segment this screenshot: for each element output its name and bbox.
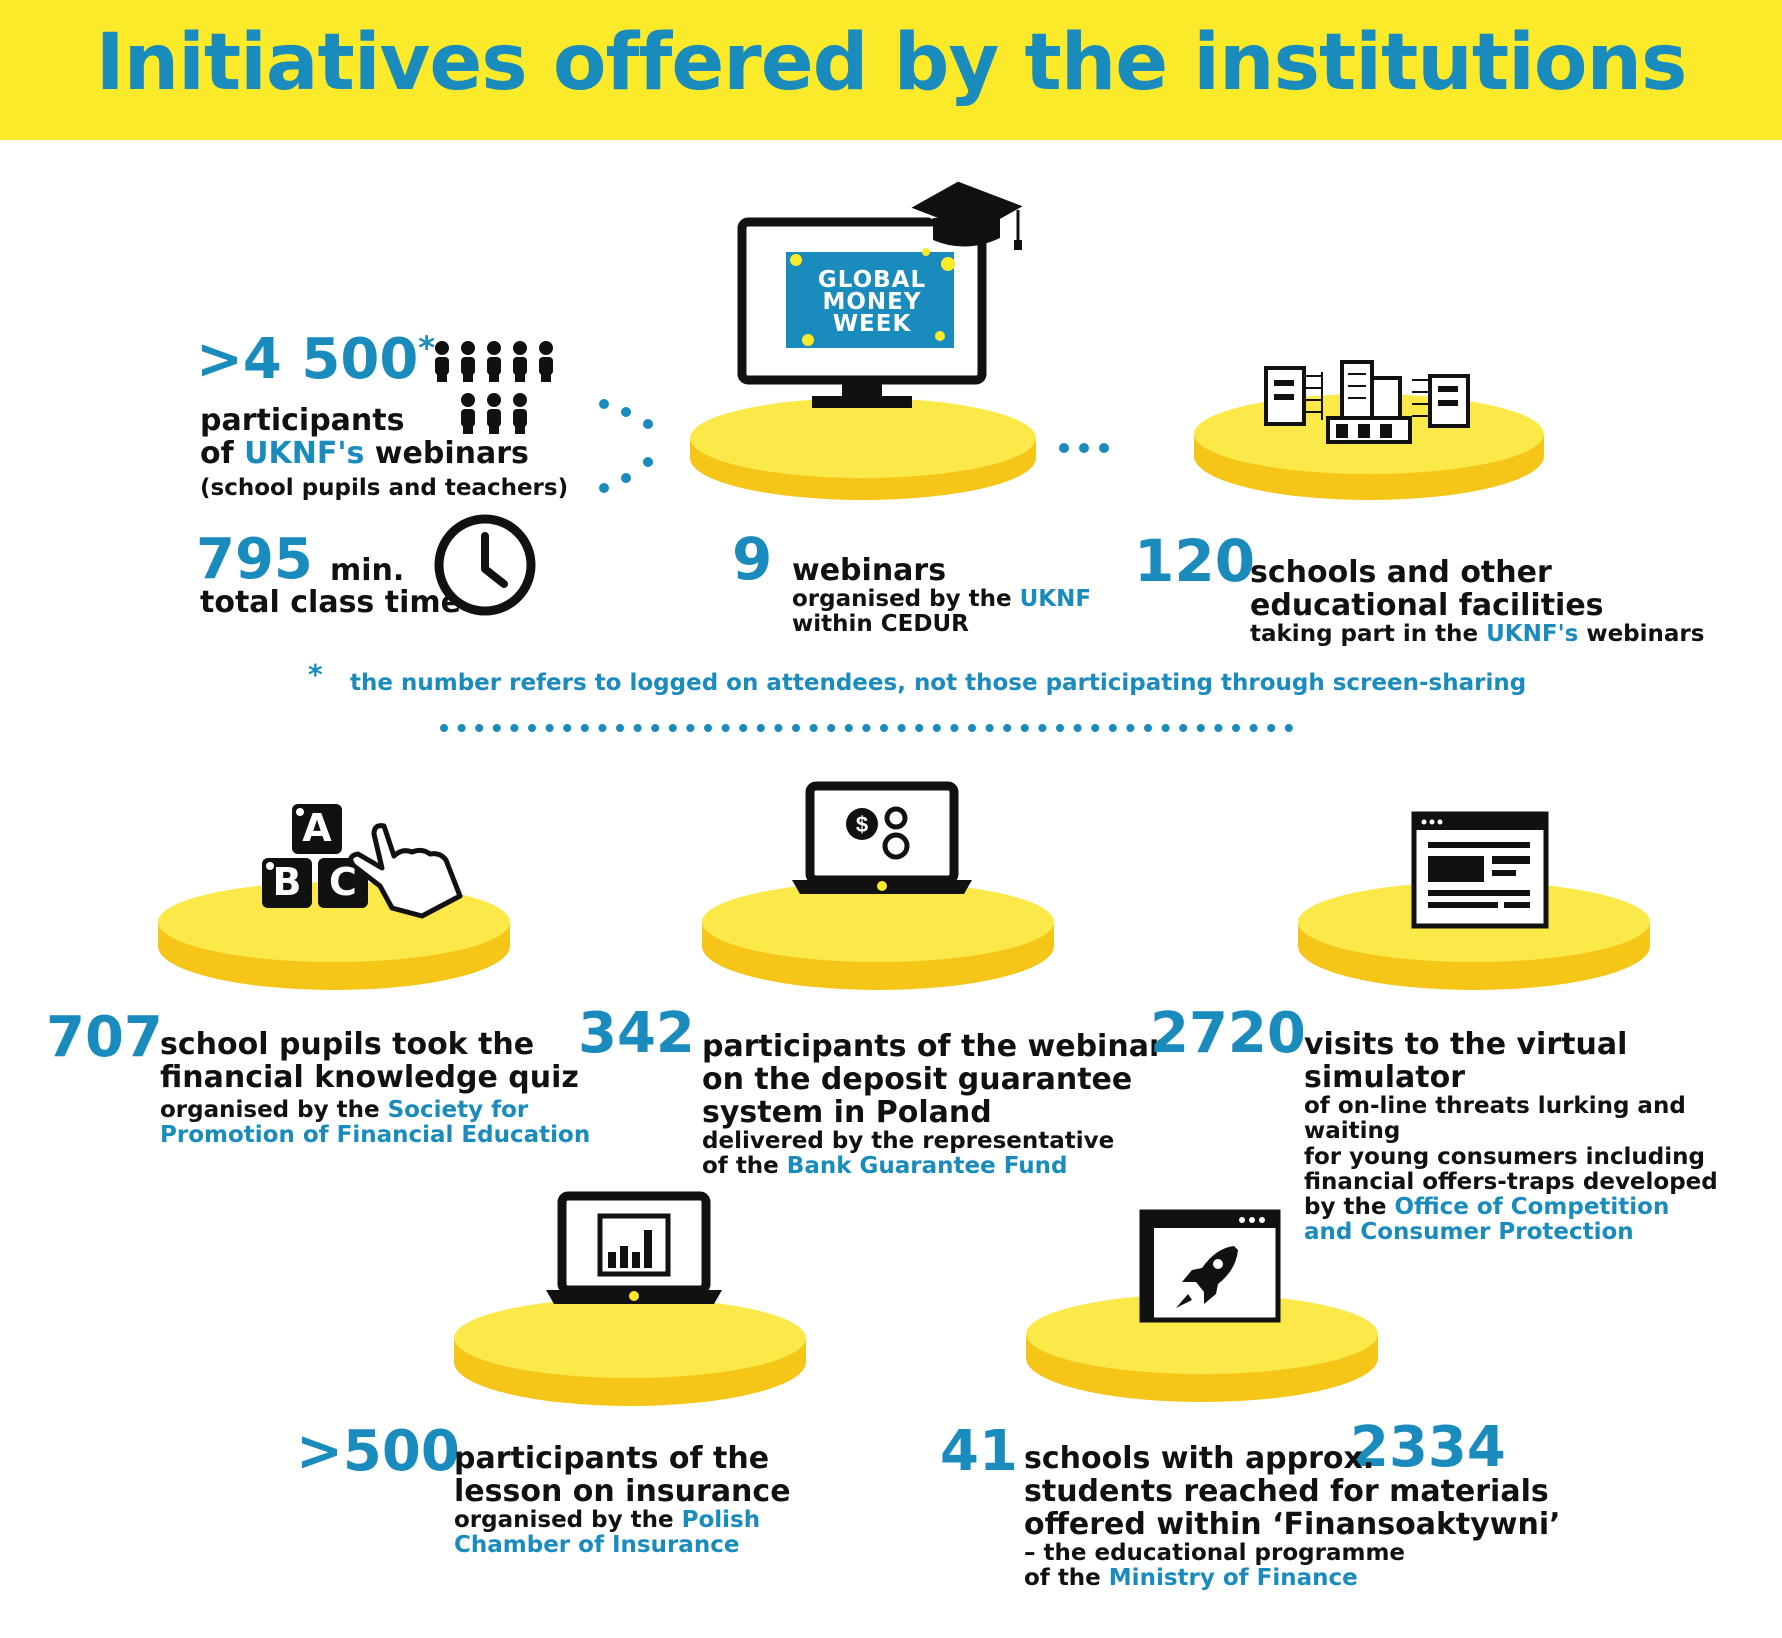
browser-window-icon: [1414, 814, 1546, 930]
minutes-label: total class time: [200, 585, 461, 620]
people-icon: [432, 340, 562, 440]
quiz-value: 707: [46, 1005, 163, 1070]
finanso-label: schools with approx. students reached for materials offered within ‘Finansoaktywni’ – the educational programme of the Ministry of Finance: [1024, 1441, 1561, 1592]
clock-icon: [432, 512, 538, 618]
quiz-label: school pupils took the financial knowledge quiz organised by the Society for Promotion of Financial Education: [160, 1027, 591, 1149]
buildings-icon: [1262, 358, 1492, 444]
page-title: Initiatives offered by the institutions: [95, 18, 1687, 108]
dotted-divider: [440, 722, 1300, 734]
block-letter-c: C: [329, 860, 357, 904]
schools-value: 120: [1134, 527, 1256, 595]
deposit-value: 342: [578, 1001, 695, 1066]
simulator-label: visits to the virtual simulator of on-line threats lurking and waiting for young consumers including financial offers-traps developed by the Office of Competition and Consumer Protection: [1304, 1027, 1718, 1246]
deposit-label: participants of the webinar on the deposit guarantee system in Poland delivered by the representative of the Bank Guarantee Fund: [702, 1029, 1164, 1180]
minutes-unit: min.: [330, 553, 405, 588]
laptop-chart-icon: [546, 1192, 722, 1312]
dots-connector-right: [1056, 438, 1116, 458]
footnote-mark: *: [308, 658, 323, 691]
schools-label: schools and other educational facilities taking part in the UKNF's webinars: [1250, 555, 1705, 647]
webinars-value: 9: [732, 525, 773, 593]
block-letter-a: A: [302, 806, 332, 850]
participants-value: >4 500*: [196, 327, 436, 392]
header-banner: [0, 0, 1782, 140]
laptop-gears-icon: [792, 782, 972, 906]
insurance-value: >500: [296, 1419, 460, 1484]
simulator-value: 2720: [1150, 1001, 1306, 1066]
svg-text:$: $: [855, 812, 869, 837]
rocket-window-icon: [1142, 1212, 1282, 1326]
webinars-label: webinars organised by the UKNF within CEDUR: [792, 553, 1092, 638]
global-money-week-banner: GLOBAL MONEY WEEK: [817, 267, 927, 337]
block-letter-b: B: [272, 860, 302, 904]
podium-insurance: [454, 1296, 806, 1408]
finanso-value: 41: [940, 1419, 1018, 1484]
finanso-value2: 2334: [1350, 1415, 1506, 1480]
insurance-label: participants of the lesson on insurance organised by the Polish Chamber of Insurance: [454, 1441, 791, 1559]
participants-label: participants of UKNF's webinars (school pupils and teachers): [200, 403, 569, 501]
minutes-value: 795: [196, 527, 313, 592]
footnote-text: the number refers to logged on attendees, not those participating through screen-sharing: [350, 670, 1527, 696]
dots-connector-left: [596, 396, 656, 496]
